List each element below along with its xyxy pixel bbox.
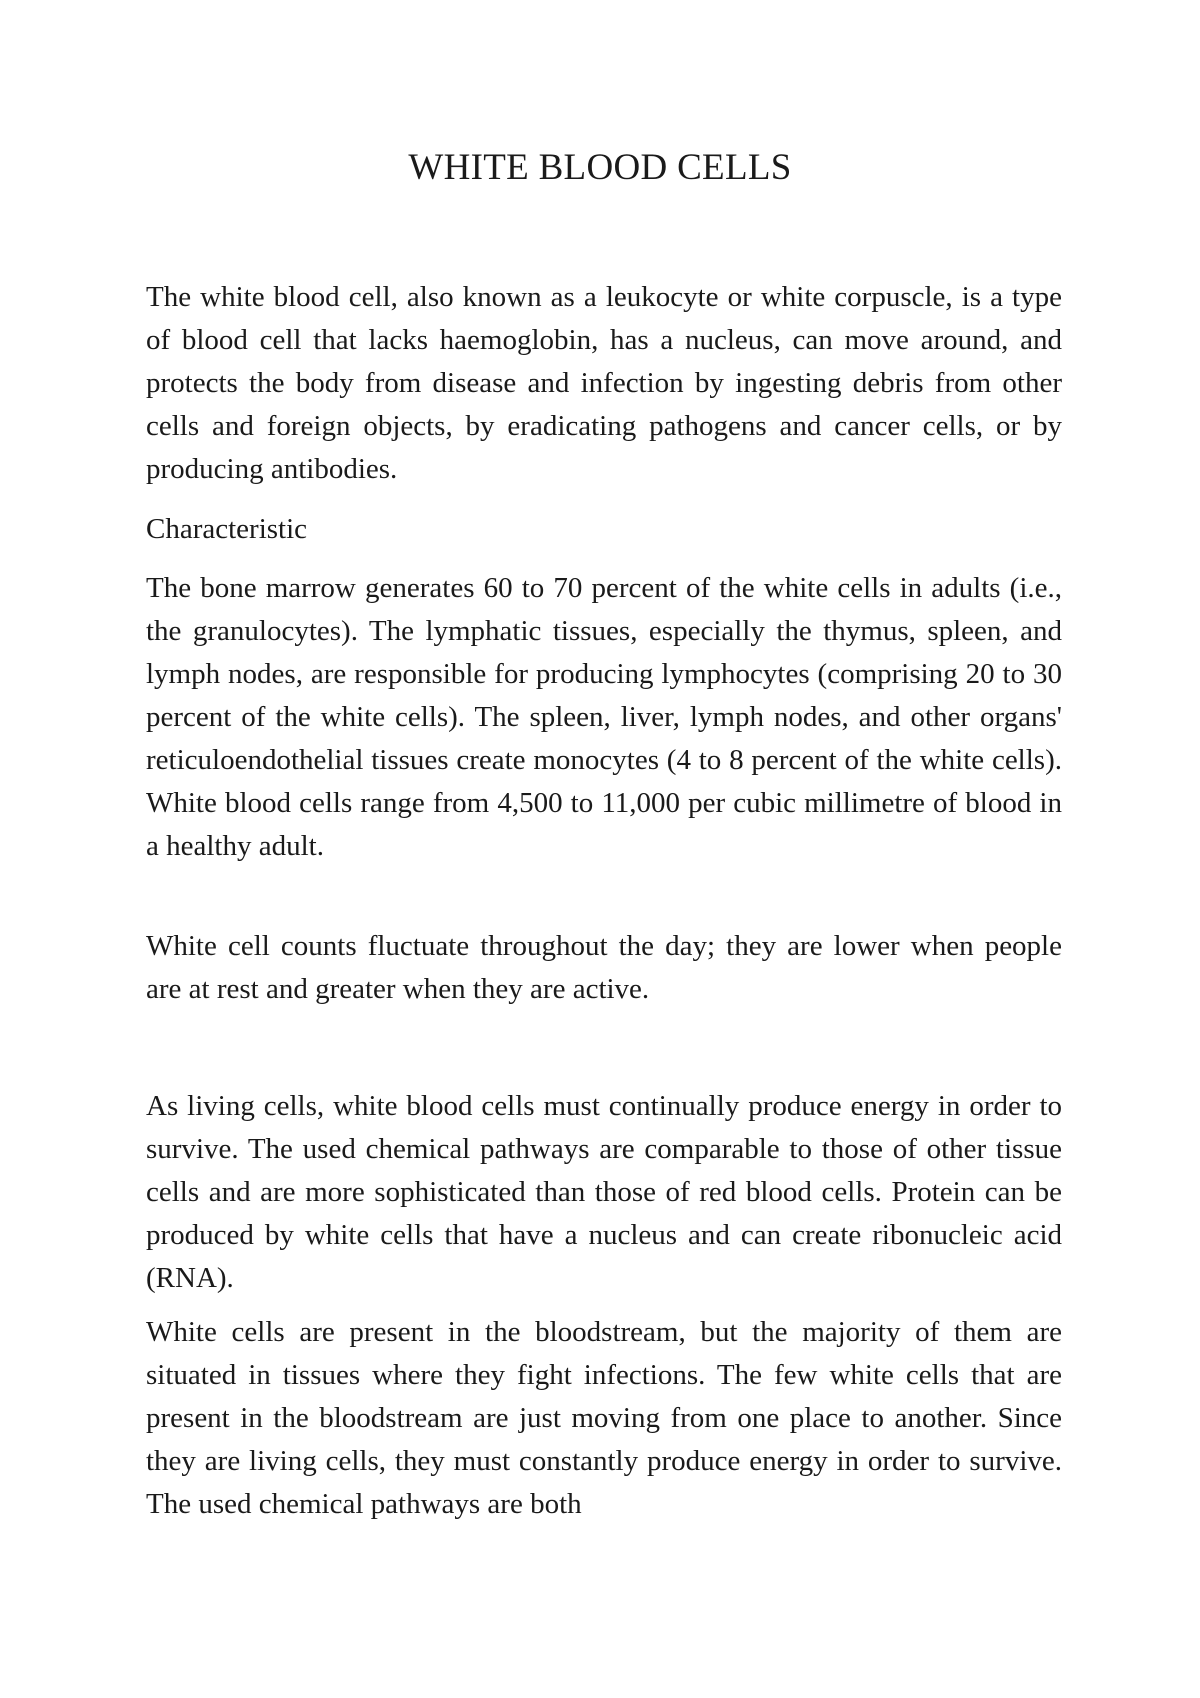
paragraph-fluctuation: White cell counts fluctuate throughout the day; they are lower when people are at rest and greater when they are active. (146, 930, 1062, 1005)
section-heading-characteristic: Characteristic (146, 513, 308, 545)
paragraph-tissue-location: White cells are present in the bloodstream, but the majority of them are situated in tissues where they fight infections. The few white cells that are present in the bloodstream are just moving from one place to another. Since they are living cells, they must constantly produce energy in order to survive. The used chemical pathways are both (146, 1316, 1062, 1520)
paragraph-energy: As living cells, white blood cells must continually produce energy in order to survive. The used chemical pathways are comparable to those of other tissue cells and are more sophisticated than those of red blood cells. Protein can be produced by white cells that have a nucleus and can create ribonucleic acid (RNA). (146, 1090, 1062, 1294)
paragraph-production: The bone marrow generates 60 to 70 percent of the white cells in adults (i.e., the granulocytes). The lymphatic tissues, especially the thymus, spleen, and lymph nodes, are responsible for producing lymphocytes (comprising 20 to 30 percent of the white cells). The spleen, liver, lymph nodes, and other organs' reticuloendothelial tissues create monocytes (4 to 8 percent of the white cells). White blood cells range from 4,500 to 11,000 per cubic millimetre of blood in a healthy adult. (146, 572, 1062, 862)
paragraph-intro: The white blood cell, also known as a leukocyte or white corpuscle, is a type of blood cell that lacks haemoglobin, has a nucleus, can move around, and protects the body from disease and infection by ingesting debris from other cells and foreign objects, by eradicating pathogens and cancer cells, or by producing antibodies. (146, 281, 1062, 485)
document-title: WHITE BLOOD CELLS (408, 147, 792, 188)
